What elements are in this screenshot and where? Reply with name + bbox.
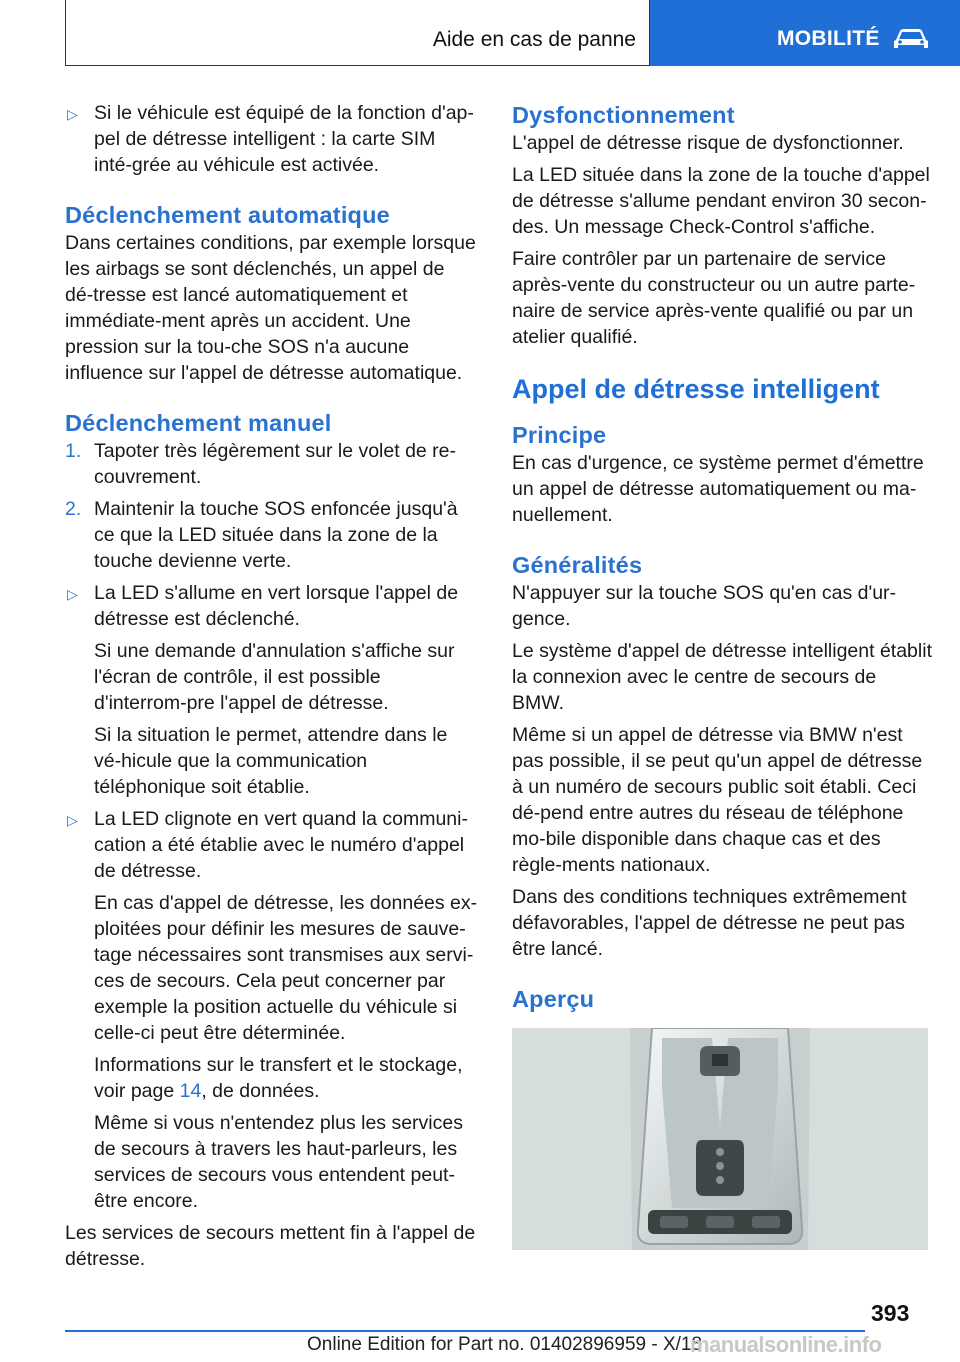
main-section-heading: Appel de détresse intelligent — [512, 374, 880, 404]
principle-text: En cas d'urgence, ce système permet d'émettre un appel de détresse automatiquement ou ma-nuellement. — [512, 452, 924, 526]
malfunction-text: La LED située dans la zone de la touche d'appel de détresse s'allume pendant environ 30 secon-des. Un message Check-Control s'affiche. — [512, 164, 930, 238]
triangle-bullet-icon: ▷ — [67, 812, 78, 828]
header-section-title: Aide en cas de panne — [432, 28, 636, 51]
malfunction-heading: Dysfonctionnement — [512, 102, 735, 128]
step-text: Maintenir la touche SOS enfoncée jusqu'à ce que la LED située dans la zone de la touche devienne verte. — [94, 498, 458, 572]
bullet-text-part: Informations sur le transfert et le stockage, voir page — [94, 1054, 463, 1102]
bullet-text: La LED s'allume en vert lorsque l'appel de détresse est déclenché. — [94, 582, 459, 630]
list-item — [65, 496, 478, 574]
footer-watermark: manualsonline.info — [690, 1332, 882, 1357]
overview-heading: Aperçu — [512, 986, 595, 1012]
bullet-paragraph: En cas d'appel de détresse, les données ex-ploitées pour définir les mesures de sauve-tage nécessaires sont transmises aux servi-ces de secours. Cela peut concerner par exemple la position actuelle du véhicule si celle-ci peut être déterminée. — [94, 892, 478, 1044]
bullet-paragraph — [65, 1052, 478, 1104]
general-text: Même si un appel de détresse via BMW n'est pas possible, il se peut qu'un appel de détresse à un numéro de secours public soit établi. Ceci dé-pend entre autres du réseau de téléphone mo-bile disponible dans chaque cas et des règle-ments nationaux. — [512, 724, 923, 876]
list-item — [65, 580, 478, 632]
triangle-bullet-icon: ▷ — [67, 586, 78, 602]
bullet-paragraph: Si la situation le permet, attendre dans le vé-hicule que la communication téléphonique soit établie. — [94, 724, 448, 798]
general-text: N'appuyer sur la touche SOS qu'en cas d'ur-gence. — [512, 582, 897, 630]
general-heading: Généralités — [512, 552, 643, 578]
bullet-paragraph: Même si vous n'entendez plus les services de secours à travers les haut-parleurs, les services de secours vous entendent peut-être encore. — [94, 1112, 463, 1212]
bullet-paragraph: Si une demande d'annulation s'affiche sur l'écran de contrôle, il est possible d'interrom-pre l'appel de détresse. — [94, 640, 455, 714]
auto-trigger-heading: Déclenchement automatique — [65, 202, 390, 228]
overhead-console-photo — [512, 1028, 928, 1250]
auto-trigger-text: Dans certaines conditions, par exemple lorsque les airbags se sont déclenchés, un appel de dé-tresse est lancé automatiquement et immédiate-ment après un accident. Une pression sur la tou-che SOS n'a aucune influence sur l'appel de détresse automatique. — [65, 232, 476, 384]
step-number: 1. — [65, 440, 82, 462]
malfunction-text: L'appel de détresse risque de dysfonctionner. — [512, 132, 904, 154]
right-column — [512, 100, 932, 1250]
manual-trigger-heading: Déclenchement manuel — [65, 410, 332, 436]
malfunction-text: Faire contrôler par un partenaire de service après-vente du constructeur ou un autre parte-naire de service après-vente qualifié ou par un atelier qualifié. — [512, 248, 916, 348]
general-text: Dans des conditions techniques extrêmement défavorables, l'appel de détresse ne peut pas être lancé. — [512, 886, 907, 960]
general-text: Le système d'appel de détresse intelligent établit la connexion avec le centre de secours de BMW. — [512, 640, 932, 714]
bullet-text: La LED clignote en vert quand la communi-cation a été établie avec le numéro d'appel de détresse. — [94, 808, 468, 882]
triangle-bullet-icon: ▷ — [67, 106, 78, 122]
header-chapter-tab — [650, 0, 960, 66]
step-number: 2. — [65, 498, 82, 520]
intro-bullet-text: Si le véhicule est équipé de la fonction d'ap-pel de détresse intelligent : la carte SIM inté-grée au véhicule est activée. — [94, 102, 474, 176]
car-icon — [892, 27, 930, 51]
left-column — [65, 100, 478, 1272]
principle-heading: Principe — [512, 422, 607, 448]
list-item — [65, 100, 478, 178]
page-number: 393 — [871, 1300, 910, 1326]
step-text: Tapoter très légèrement sur le volet de re-couvrement. — [94, 440, 457, 488]
bullet-text-part: , de données. — [201, 1080, 320, 1102]
footer-edition: Online Edition for Part no. 01402896959 - X/18 — [307, 1334, 703, 1355]
page-link[interactable]: 14 — [179, 1080, 202, 1102]
header-chapter-label: MOBILITÉ — [777, 27, 880, 50]
list-item — [65, 806, 478, 884]
list-item — [65, 438, 478, 490]
closing-text: Les services de secours mettent fin à l'appel de détresse. — [65, 1222, 476, 1270]
page-header — [0, 0, 960, 66]
